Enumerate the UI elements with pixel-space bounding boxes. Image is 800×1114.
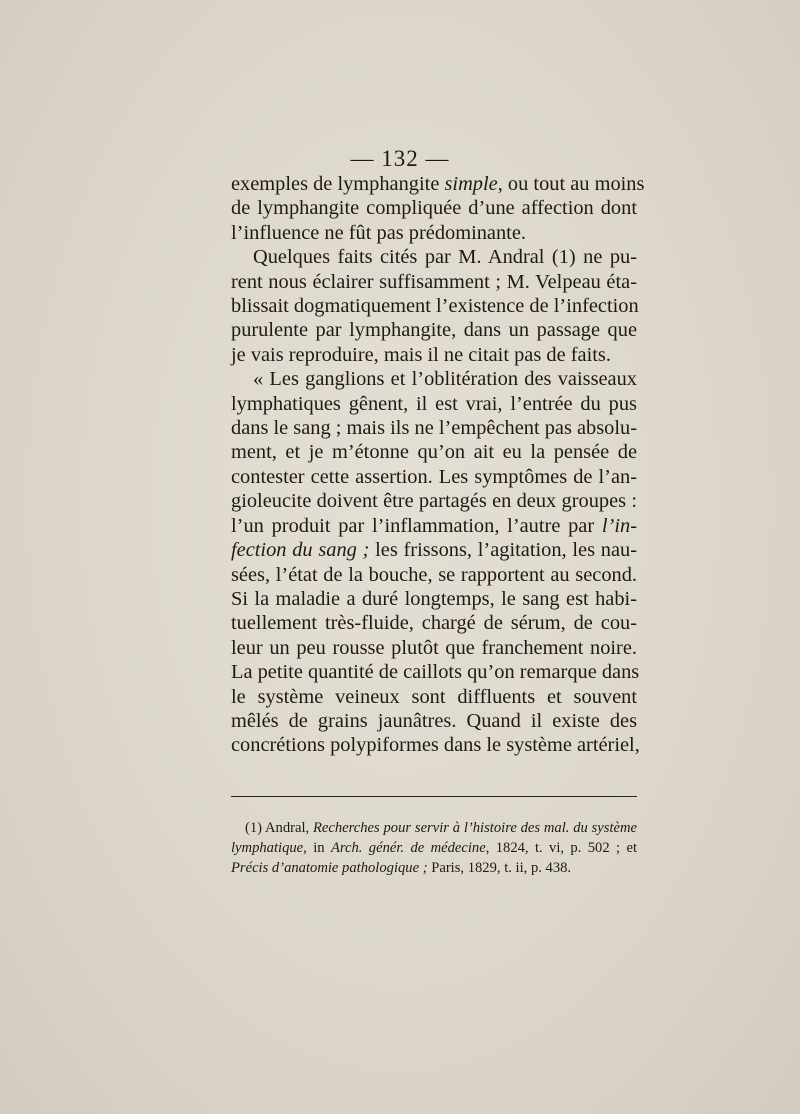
text-segment: Paris, 1829, t. ii, p. 438. bbox=[427, 860, 572, 876]
text-line: purulente par lymphangite, dans un passage que bbox=[231, 319, 637, 342]
text-line: tuellement très-fluide, chargé de sérum, de cou- bbox=[231, 612, 637, 635]
paragraph-start-line: Quelques faits cités par M. Andral (1) ne pu- bbox=[253, 246, 637, 269]
text-line bbox=[231, 514, 637, 538]
italic-text: simple bbox=[444, 173, 498, 195]
text-line: le système veineux sont diffluents et souvent bbox=[231, 685, 637, 708]
text-segment: (1) Andral, bbox=[245, 820, 313, 836]
paragraph-start-line: « Les ganglions et l’oblitération des vaisseaux bbox=[253, 368, 637, 391]
text-line: sées, l’état de la bouche, se rapportent au second. bbox=[231, 563, 637, 586]
text-line: Si la maladie a duré longtemps, le sang est habi- bbox=[231, 587, 637, 610]
text-line: gioleucite doivent être partagés en deux groupes : bbox=[231, 490, 637, 513]
footnote-line bbox=[231, 838, 637, 858]
text-line: contester cette assertion. Les symptômes de l’an- bbox=[231, 465, 637, 488]
text-segment: exemples de lymphangite bbox=[231, 173, 445, 195]
text-line: concrétions polypiformes dans le système artériel, bbox=[231, 734, 640, 757]
italic-text: Recherches pour servir à l’histoire des mal. du système bbox=[313, 820, 637, 836]
text-line: La petite quantité de caillots qu’on remarque dans bbox=[231, 661, 640, 684]
italic-text: fection du sang ; bbox=[231, 539, 370, 562]
italic-text: Arch. génér. de médecine bbox=[330, 840, 486, 856]
text-line: lymphatiques gênent, il est vrai, l’entrée du pus bbox=[231, 392, 637, 415]
text-line: leur un peu rousse plutôt que franchement noire. bbox=[231, 636, 637, 659]
italic-text: lymphatique bbox=[231, 840, 304, 856]
italic-text: Précis d’anatomie pathologique ; bbox=[231, 860, 428, 876]
text-line: rent nous éclairer suffisamment ; M. Velpeau éta- bbox=[231, 270, 637, 293]
text-line: mêlés de grains jaunâtres. Quand il existe des bbox=[231, 709, 637, 732]
italic-text: l’in- bbox=[601, 514, 637, 537]
footnote-line bbox=[231, 858, 637, 878]
text-line: blissait dogmatiquement l’existence de l’infection bbox=[231, 295, 639, 318]
footnote bbox=[231, 818, 637, 878]
text-line: l’influence ne fût pas prédominante. bbox=[231, 221, 526, 244]
text-segment: , in bbox=[303, 840, 331, 856]
body-text bbox=[231, 172, 645, 758]
text-segment: , 1824, t. vi, p. 502 ; et bbox=[485, 840, 638, 856]
text-segment: , ou tout au moins bbox=[497, 173, 645, 195]
page-number: — 132 — bbox=[350, 146, 450, 171]
text-segment: l’un produit par l’inflammation, l’autre par bbox=[231, 514, 602, 537]
footnote-line bbox=[231, 818, 637, 838]
text-line bbox=[231, 538, 637, 562]
text-segment: les frissons, l’agitation, les nau- bbox=[369, 539, 637, 562]
text-line: dans le sang ; mais ils ne l’empêchent pas absolu- bbox=[231, 417, 638, 440]
footnote-rule bbox=[231, 796, 637, 797]
text-line: je vais reproduire, mais il ne citait pas de faits. bbox=[231, 343, 611, 366]
text-line: ment, et je m’étonne qu’on ait eu la pensée de bbox=[231, 441, 637, 464]
text-line: de lymphangite compliquée d’une affection dont bbox=[231, 197, 637, 220]
text-line bbox=[231, 172, 645, 196]
